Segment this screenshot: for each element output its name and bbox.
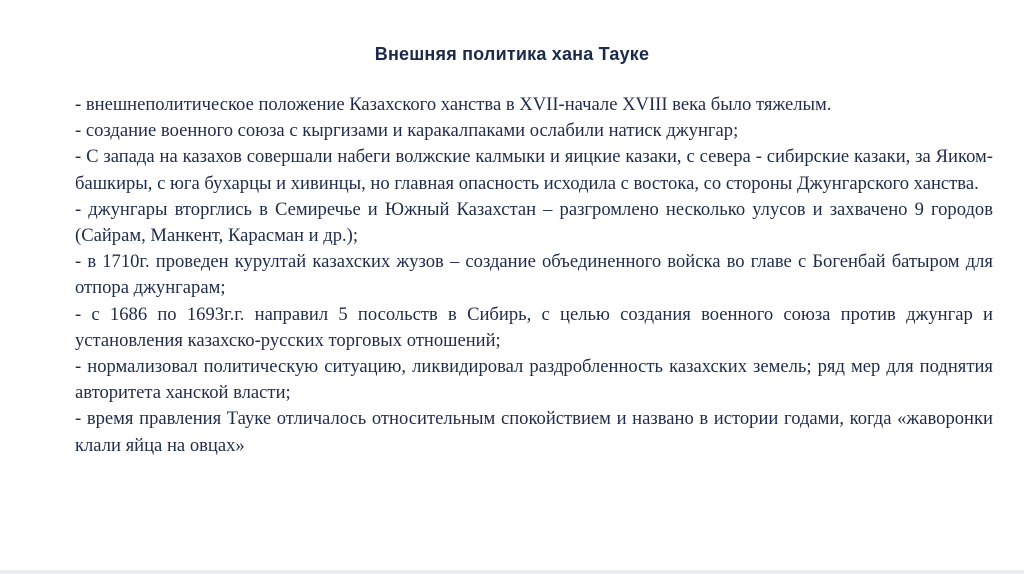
bullet-paragraph: - с 1686 по 1693г.г. направил 5 посольств в Сибирь, с целью создания военного союза против джунгар и установления казахско-русских торговых отношений; bbox=[75, 303, 993, 351]
bullet-paragraph: - в 1710г. проведен курултай казахских жузов – создание объединенного войска во главе с Богенбай батыром для отпора джунгарам; bbox=[75, 251, 993, 299]
bottom-divider bbox=[0, 570, 1024, 574]
bullet-paragraph: - С запада на казахов совершали набеги волжские калмыки и яицкие казаки, с севера - сибирские казаки, за Яиком-башкиры, с юга бухарцы и хивинцы, но главная опасность исходила с востока, со стороны Джунгарского ханства. bbox=[75, 146, 993, 194]
bullet-paragraph: - создание военного союза с кыргизами и каракалпаками ослабили натиск джунгар; bbox=[75, 120, 739, 142]
bullet-paragraph: - внешнеполитическое положение Казахского ханства в XVII-начале XVIII века было тяжелым. bbox=[75, 94, 832, 115]
bullet-paragraph: - джунгары вторглись в Семиречье и Южный Казахстан – разгромлено несколько улусов и захвачено 9 городов (Сайрам, Манкент, Карасман и др.); bbox=[75, 198, 993, 247]
bullet-paragraph: - время правления Тауке отличалось относительным спокойствием и названо в истории годами, когда «жаворонки клали яйца на овцах» bbox=[75, 408, 993, 456]
bullet-paragraph: - нормализовал политическую ситуацию, ликвидировал раздробленность казахских земель; ряд мер для поднятия авторитета ханской власти; bbox=[75, 356, 993, 404]
slide-body bbox=[75, 92, 993, 459]
slide-title: Внешняя политика хана Тауке bbox=[374, 44, 650, 64]
